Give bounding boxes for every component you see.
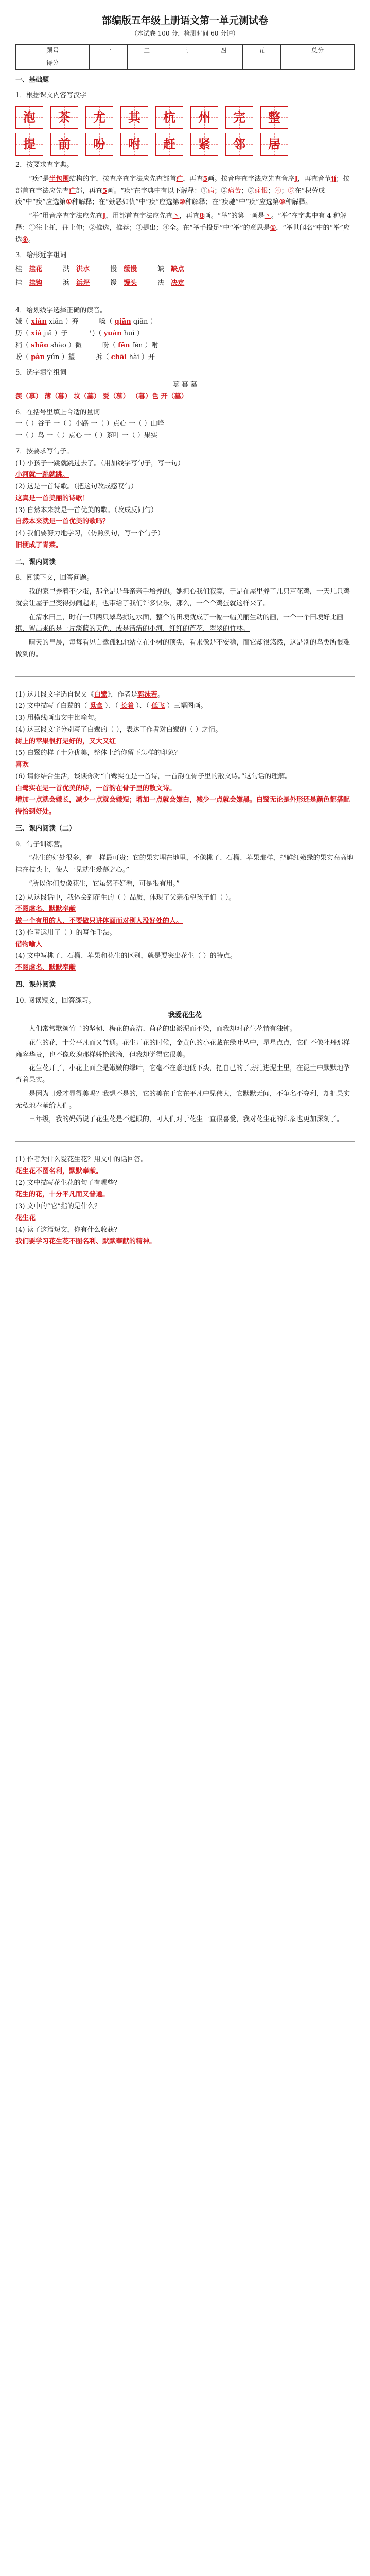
pinyin-row: 历（ xià jiǎ ）子 马（ yuàn huì ） <box>15 330 144 337</box>
fill-answer-line: 羡（慕） 薄（暮） 坟（墓） 爱（慕） （暮）色 开（墓） <box>15 392 188 400</box>
exam-page <box>0 0 370 1258</box>
tianzige-cell: 泡 <box>15 106 43 129</box>
reading-answer: 不图虚名、默默奉献 <box>15 905 76 913</box>
score-row-label: 得分 <box>16 57 90 69</box>
reading-answer: 借物喻人 <box>15 940 43 948</box>
reading-question: (1) 这几段文字选自课文《白鹭》，作者是郭沫若。 <box>15 690 165 699</box>
reading-answer: 喜欢 <box>15 761 29 769</box>
passage-paragraph: 花生花开了，小花上面全是嫩嫩的绿叶，它毫不在意地低下头，把自己的子房扎进泥土里，在泥土中默默地孕育着果实。 <box>15 1064 350 1084</box>
dictionary-answer-paragraph: “举”用音序查字法应先查J，用部首查字法应先查丶，再查8画。“举”的第一画是丶。“举”在字典中有 4 种解释：①往上托，往上伸；②推选，推荐；③提出；④全。在“举手投足”中“举”的意思是①，“举世闻名”中的“举”应选④。 <box>15 212 350 244</box>
reading-question: (3) 用横线画出文中比喻句。 <box>15 714 101 722</box>
dictionary-answer-paragraph: “疾”是半包围结构的字，按查序查字法应先查部首疒，再查5画。按音序查字法应先查音序J，再查音节jí；按部首查字法应先查疒部，再查5画。“疾”在字典中有以下解释：①病；②痛苦；③痛恨；④；⑤在“积劳成疾”中“疾”应选第①种解释；在“嫉恶如仇”中“疾”应选第③种解释；在“疾驰”中“疾”应选第⑤种解释。 <box>15 175 350 207</box>
reading-answer: 花生花 <box>15 1214 36 1222</box>
measure-word-line: 一（ ）谷子 一（ ）小路 一（ ）点心 一（ ）山峰 <box>15 420 164 428</box>
reading-answer: 花生花不图名利，默默奉献。 <box>15 1167 103 1175</box>
question-title: 2．按要求查字典。 <box>15 161 74 169</box>
pinyin-row: 稍（ shāo shào ）微 吩（ fēn fèn ）咐 <box>15 341 158 349</box>
tianzige-cell: 整 <box>260 106 288 129</box>
page-divider <box>15 1141 355 1142</box>
word-group-row: 桂 挂花 洪 洪水 慢 缓慢 缺 缺点 <box>15 265 185 273</box>
tianzige-cell: 咐 <box>120 133 148 156</box>
score-cell: 总分 <box>280 44 354 57</box>
reading-answer: 白鹭实在是一首优美的诗，一首韵在骨子里的散文诗。 <box>15 784 177 792</box>
section-title: 四、课外阅读 <box>15 980 56 989</box>
reading-question: (4) 文中写桃子、石榴、苹果和花生的区别，就是要突出花生（ ）的特点。 <box>15 952 237 960</box>
score-cell <box>128 57 166 69</box>
passage-paragraph: “花生的好处很多，有一样最可贵：它的果实埋在地里，不像桃子、石榴、苹果那样，把鲜红嫩绿的果实高高地挂在枝头上，使人一见就生爱慕之心。” <box>15 854 354 874</box>
reading-question: (6) 请你结合生活，谈谈你对“白鹭实在是一首诗，一首韵在骨子里的散文诗。”这句话的理解。 <box>15 772 292 781</box>
question-title: 5．选字填空组词 <box>15 369 67 377</box>
passage-paragraph: 我的家里养着不少蛋，那全是是母亲亲手培养的。她担心我们寂寞，于是在屋里养了几只芦花鸡，一天几只鸡就会让屋子里变得热闹起来，也带给了我们许多快乐，那么，一个个鸡蛋就这样来了。 <box>15 588 350 607</box>
section-title: 三、课内阅读（二） <box>15 824 76 833</box>
reading-question: (3) 文中的“它”指的是什么？ <box>15 1202 101 1210</box>
score-cell: 四 <box>204 44 242 57</box>
score-table-header-row <box>16 44 355 57</box>
tianzige-cell: 完 <box>225 106 253 129</box>
exam-subtitle: （本试卷 100 分，检测时间 60 分钟） <box>131 29 239 37</box>
tianzige-cell: 居 <box>260 133 288 156</box>
passage-paragraph: 人们常常歌颂竹子的坚韧、梅花的高洁、荷花的出淤泥而不染，而我却对花生花情有独钟。 <box>29 1025 297 1033</box>
reading-answer: 花生的花，十分平凡而又普通。 <box>15 1191 110 1199</box>
reading-question: (4) 这三段文字分别写了白鹭的（ ），表达了作者对白鹭的（ ）之情。 <box>15 725 222 734</box>
question-title: 10. 阅读短文，回答练习。 <box>15 996 95 1005</box>
passage-paragraph: 三年级，我的妈妈说了花生花是不起眼的，可人们对于花生一直很喜爱，我对花生花的印象也更加深刻了。 <box>29 1115 344 1124</box>
score-cell: 题号 <box>16 44 90 57</box>
tianzige-cell: 其 <box>120 106 148 129</box>
char-options: 慕 暮 墓 <box>172 381 198 388</box>
tianzige-row <box>15 133 355 156</box>
score-cell <box>166 57 204 69</box>
score-cell <box>89 57 127 69</box>
sentence-item: (2) 这是一首诗歌。（把这句改成感叹句） <box>15 483 138 490</box>
score-cell: 一 <box>89 44 127 57</box>
exam-title: 部编版五年级上册语文第一单元测试卷 <box>101 15 268 26</box>
sentence-answer: 自然本来就是一首优美的歌吗？ <box>15 518 110 526</box>
reading-answer: 我们要学习花生花不图名利、默默奉献的精神。 <box>15 1238 156 1246</box>
tianzige-cell: 州 <box>190 106 218 129</box>
pinyin-row: 盼（ pàn yún ）望 拆（ chāi hài ）开 <box>15 353 155 361</box>
question-title: 6．在括号里填上合适的量词 <box>15 408 100 416</box>
pinyin-row: 嫌（ xián xiǎn ）弃 嗓（ qiān qiǎn ） <box>15 318 157 326</box>
passage-paragraph: 晴天的早晨，每每看见白鹭孤独地站立在小树的顶尖，看来像是不安稳，而它却很悠然，这是别的鸟类所很难做到的。 <box>15 639 350 658</box>
score-cell <box>242 57 280 69</box>
page-divider <box>15 676 355 677</box>
reading-question: (1) 作者为什么爱花生花？用文中的话回答。 <box>15 1156 148 1163</box>
question-title: 4．给划线字选择正确的读音。 <box>15 306 107 314</box>
reading-question: (2) 文中描写了白鹭的（ 觅食 ）、（ 长着 ）、（ 低飞 ）三幅图画。 <box>15 702 207 710</box>
passage-paragraph: 花生的花，十分平凡而又普通。花生开花的时候，金黄色的小花藏在绿叶丛中，星星点点，它们不像牡丹那样雍容华贵，也不像玫瑰那样娇艳欲滴，但我却觉得它很美。 <box>15 1039 350 1059</box>
score-cell: 三 <box>166 44 204 57</box>
reading-question: (2) 文中描写花生花的句子有哪些？ <box>15 1179 121 1187</box>
passage-paragraph: 是因为可爱才显得美吗？我想不是的，它的美在于它在平凡中见伟大，它默默无闻，不争名不夺利，却把果实无私地奉献给人们。 <box>15 1090 350 1110</box>
reading-question: (5) 白鹭的样子十分优美，整体上给你留下怎样的印象？ <box>15 749 181 757</box>
reading-question: (4) 读了这篇短文，你有什么收获？ <box>15 1226 121 1234</box>
question-title: 8．阅读下文，回答问题。 <box>15 574 94 582</box>
tianzige-cell: 邻 <box>225 133 253 156</box>
sentence-item: (4) 我们要努力地学习，（仿照例句，写一个句子） <box>15 530 165 537</box>
tianzige-cell: 赶 <box>155 133 183 156</box>
passage-paragraph: 在清水田里，时有一只两只翠鸟掠过水面，整个的田埂就成了一幅一幅美丽生动的画，一个一个田埂好比画框，留出来的是一片淡蓝的天色，或是清清的小河，红红的芦花，翠翠的竹林。 <box>15 613 344 633</box>
passage-paragraph: “所以你们要像花生，它虽然不好看，可是很有用。” <box>29 879 180 888</box>
sentence-answer: 小河就一跳就跳。 <box>15 471 69 479</box>
tianzige-cell: 前 <box>50 133 78 156</box>
reading-question: (3) 作者运用了（ ）的写作手法。 <box>15 928 116 937</box>
question-title: 7．按要求写句子。 <box>15 447 74 455</box>
score-table <box>15 44 355 70</box>
score-cell: 五 <box>242 44 280 57</box>
reading-answer: 增加一点就会嫌长，减少一点就会嫌短；增加一点就会嫌白，减少一点就会嫌黑。白鹭无论是外形还是颜色都搭配得恰到好处。 <box>15 796 350 816</box>
question-title: 1．根据课文内容写汉字 <box>15 92 87 100</box>
reading-answer: 做一个有用的人，不要做只讲体面而对别人没好处的人。 <box>15 917 183 925</box>
tianzige-row <box>15 106 355 129</box>
tianzige-cell: 提 <box>15 133 43 156</box>
tianzige-cell: 紧 <box>190 133 218 156</box>
reading-question: (2) 从这段话中，我体会到花生的（ ）品质，体现了父亲希望孩子们（ ）。 <box>15 893 236 902</box>
tianzige-cell: 吩 <box>85 133 113 156</box>
section-title: 二、课内阅读 <box>15 558 56 566</box>
score-cell <box>280 57 354 69</box>
tianzige-cell: 茶 <box>50 106 78 129</box>
sentence-answer: 这真是一首美丽的诗歌！ <box>15 494 90 502</box>
score-cell: 二 <box>128 44 166 57</box>
sentence-item: (3) 自然本来就是一首优美的歌。（改成反问句） <box>15 506 158 514</box>
tianzige-cell: 杭 <box>155 106 183 129</box>
section-title: 一、基础题 <box>15 76 49 84</box>
reading-answer: 不图虚名、默默奉献 <box>15 964 76 972</box>
sentence-answer: 旧梗成了青菜。 <box>15 541 63 549</box>
score-table-row <box>16 57 355 69</box>
question-title: 9．句子训练营。 <box>15 840 67 849</box>
question-title: 3．给形近字组词 <box>15 251 67 260</box>
word-group-row: 挂 挂钩 浜 浜坪 馒 馒头 决 决定 <box>15 279 185 287</box>
score-cell <box>204 57 242 69</box>
sentence-item: (1) 小孩子一跳就跳过去了。（用加线字写句子，写一句） <box>15 459 185 467</box>
tianzige-cell: 尤 <box>85 106 113 129</box>
measure-word-line: 一（ ）鸟 一（ ）点心 一（ ）茶叶 一（ ）果实 <box>15 432 157 439</box>
story-title: 我爱花生花 <box>168 1011 202 1020</box>
reading-answer: 树上的苹果很打是好的，又大又红 <box>15 737 116 745</box>
